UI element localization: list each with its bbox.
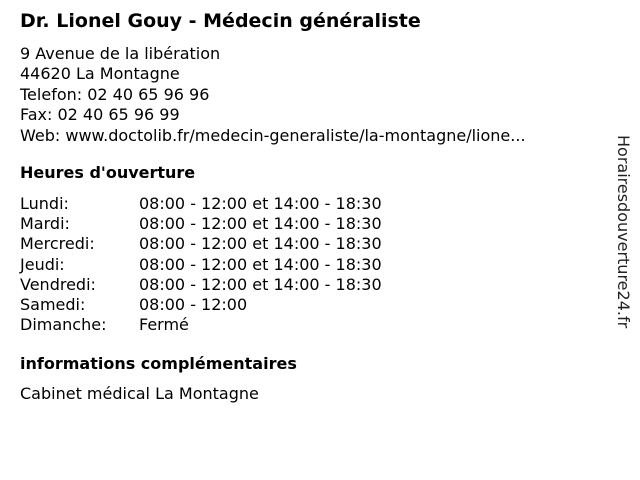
street-address: 9 Avenue de la libération [20,44,221,63]
additional-info-text: Cabinet médical La Montagne [20,384,259,403]
time-range: 08:00 - 12:00 et 14:00 - 18:30 [139,254,382,274]
address-block [20,44,526,146]
page-title: Dr. Lionel Gouy - Médecin généraliste [20,10,421,32]
additional-info-heading: informations complémentaires [20,354,297,373]
day-label: Mercredi: [20,234,95,254]
time-range: Fermé [139,315,189,335]
city-line: 44620 La Montagne [20,64,180,84]
time-range: 08:00 - 12:00 et 14:00 - 18:30 [139,214,382,234]
opening-hours-heading: Heures d'ouverture [20,163,196,182]
time-range: 08:00 - 12:00 et 14:00 - 18:30 [139,194,382,213]
site-watermark: Horairesdouverture24.fr [614,135,633,329]
time-range: 08:00 - 12:00 et 14:00 - 18:30 [139,274,382,294]
time-range: 08:00 - 12:00 [139,294,248,314]
phone-number[interactable]: Telefon: 02 40 65 96 96 [20,84,210,104]
day-label: Jeudi: [20,254,65,274]
day-label: Dimanche: [20,315,107,335]
day-label: Samedi: [20,294,86,314]
day-label: Vendredi: [20,274,96,294]
day-label: Lundi: [20,194,69,213]
day-label: Mardi: [20,214,70,234]
time-range: 08:00 - 12:00 et 14:00 - 18:30 [139,234,382,254]
website-link[interactable]: Web: www.doctolib.fr/medecin-generaliste/la-montagne/lione... [20,125,526,145]
fax-number: Fax: 02 40 65 96 99 [20,105,180,125]
